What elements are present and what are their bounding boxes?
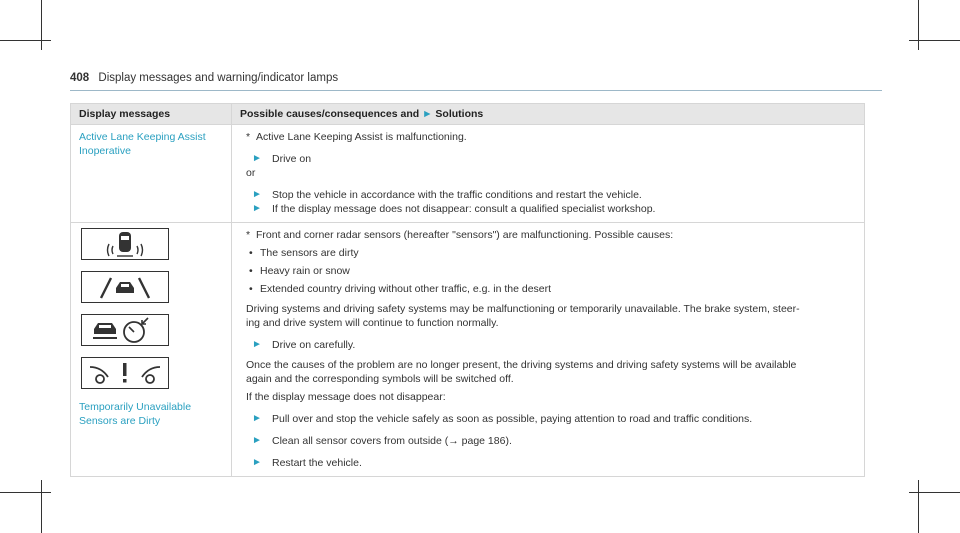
- crop-mark: [0, 492, 51, 493]
- lane-camera-icon: [81, 271, 169, 303]
- solution-step: [246, 188, 854, 202]
- message-text: Sensors are Dirty: [79, 415, 161, 427]
- cause-label: Active Lane Keeping Assist is malfunctioning.: [256, 131, 467, 143]
- step-arrow-icon: ►: [252, 435, 262, 446]
- cause-text: * Front and corner radar sensors (hereafter "sensors") are malfunctioning. Possible causes:: [246, 229, 674, 241]
- solution-step: [246, 412, 854, 426]
- step-label: If the display message does not disappear: consult a qualified specialist workshop.: [272, 203, 656, 215]
- step-arrow-icon: ►: [252, 203, 262, 214]
- solution-step: [246, 434, 854, 448]
- step-label: Clean all sensor covers from outside (→ page 186).: [272, 435, 512, 447]
- solution-step: [246, 456, 854, 470]
- or-text: or: [246, 167, 256, 179]
- step-label: Drive on: [272, 153, 312, 165]
- list-item: • Extended country driving without other traffic, e.g. in the desert: [246, 282, 854, 296]
- crop-mark: [0, 40, 51, 41]
- solutions-arrow-icon: ►: [422, 108, 433, 120]
- message-cell: [71, 223, 232, 477]
- column-header-solutions-label: Solutions: [435, 108, 484, 120]
- parking-sensors-icon: [81, 228, 169, 260]
- page-number: 408: [70, 72, 90, 84]
- solution-step: [246, 202, 854, 216]
- causes-cell: [232, 223, 865, 477]
- step-arrow-icon: ►: [252, 457, 262, 468]
- driver-assist-warning-icon: [81, 357, 169, 389]
- step-arrow-icon: ►: [252, 339, 262, 350]
- cause-label: Front and corner radar sensors (hereafter "sensors") are malfunctioning. Possible causes:: [256, 229, 674, 241]
- paragraph-text: ing and drive system will continue to function normally.: [246, 317, 499, 329]
- solution-step: [246, 152, 854, 166]
- table-header-row: [71, 104, 865, 125]
- column-header-causes-label: Possible causes/consequences and: [240, 108, 420, 120]
- step-label: Pull over and stop the vehicle safely as soon as possible, paying attention to road and traffic conditions.: [272, 413, 753, 425]
- crop-mark: [909, 492, 960, 493]
- crop-mark: [41, 0, 42, 50]
- crop-mark: [918, 480, 919, 533]
- paragraph-text: Driving systems and driving safety systems may be malfunctioning or temporarily unavailable. The brake system, steer-: [246, 303, 800, 315]
- step-label: Stop the vehicle in accordance with the traffic conditions and restart the vehicle.: [272, 189, 642, 201]
- list-item: • Heavy rain or snow: [246, 264, 854, 278]
- step-arrow-icon: ►: [252, 413, 262, 424]
- step-label: Restart the vehicle.: [272, 457, 362, 469]
- message-text: Temporarily Unavailable: [79, 401, 192, 413]
- crop-mark: [918, 0, 919, 50]
- distance-assist-icon: [81, 314, 169, 346]
- cause-text: * Active Lane Keeping Assist is malfunctioning.: [246, 131, 467, 143]
- message-cell: [71, 125, 232, 223]
- step-label: Drive on carefully.: [272, 339, 356, 351]
- paragraph-text: Once the causes of the problem are no longer present, the driving systems and driving safety systems will be available: [246, 359, 797, 371]
- column-header-causes: [232, 104, 865, 125]
- display-messages-table: [70, 103, 865, 477]
- table-row: [71, 125, 865, 223]
- list-item: • The sensors are dirty: [246, 246, 854, 260]
- step-arrow-icon: ►: [252, 189, 262, 200]
- message-text: Active Lane Keeping Assist: [79, 131, 206, 143]
- column-header-messages-label: Display messages: [79, 108, 171, 120]
- crop-mark: [41, 480, 42, 533]
- paragraph-text: again and the corresponding symbols will be switched off.: [246, 373, 514, 385]
- paragraph-text: If the display message does not disappear:: [246, 391, 446, 403]
- causes-cell: [232, 125, 865, 223]
- header-divider: [70, 90, 882, 91]
- page-header: [70, 72, 338, 84]
- column-header-messages: [71, 104, 232, 125]
- message-text: Inoperative: [79, 145, 131, 157]
- step-arrow-icon: ►: [252, 153, 262, 164]
- page-section-title: Display messages and warning/indicator lamps: [98, 72, 339, 84]
- solution-step: [246, 338, 854, 352]
- table-row: [71, 223, 865, 477]
- crop-mark: [909, 40, 960, 41]
